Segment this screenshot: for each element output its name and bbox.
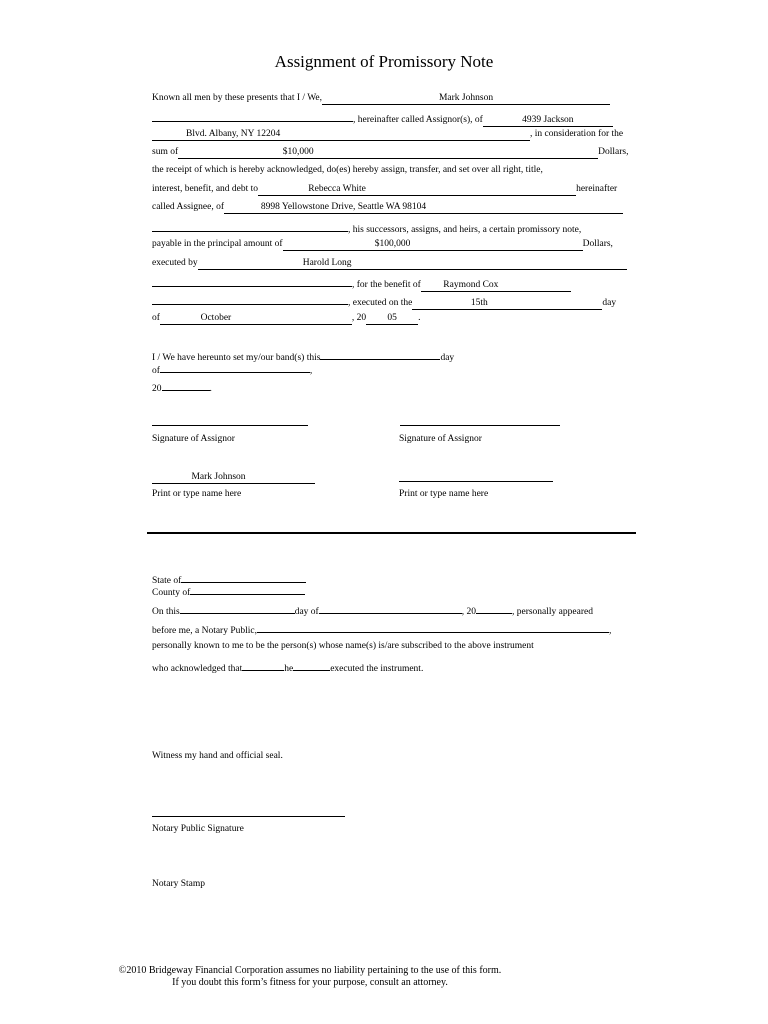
hand-month-field[interactable] <box>160 361 310 373</box>
assignor-address-field-1[interactable]: 4939 Jackson <box>483 115 613 127</box>
printed-name-field-1[interactable] <box>152 472 315 484</box>
clause-line-8 <box>152 220 581 236</box>
clause-line-9 <box>152 238 613 251</box>
state-field[interactable] <box>181 571 306 583</box>
hand-of-suffix: , <box>309 366 313 376</box>
period-text: . <box>418 313 421 323</box>
dollars2-text: Dollars, <box>582 239 613 249</box>
called-assignee-text: called Assignee, of <box>152 202 225 212</box>
county-field[interactable] <box>190 583 305 595</box>
beneficiary-field[interactable] <box>421 280 571 292</box>
assignor-signature-line-2[interactable] <box>400 425 560 426</box>
executed-by-text: executed by <box>152 258 198 268</box>
acknowledged-field-2[interactable] <box>293 659 330 671</box>
consideration-sum-field[interactable] <box>178 147 598 159</box>
printed-name-line-1 <box>152 471 315 484</box>
printed-name-field-2[interactable] <box>399 481 553 482</box>
document-title: Assignment of Promissory Note <box>274 52 494 71</box>
notary-stamp-label: Notary Stamp <box>152 879 206 889</box>
before-me-comma: , <box>609 626 612 636</box>
address-part2-value: Blvd. Albany, NY 12204 <box>186 129 281 139</box>
footer-line-2: If you doubt this form’s fitness for your purpose, consult an attorney. <box>172 977 448 988</box>
hand-year-text: 20 <box>152 384 162 394</box>
sum-of-text: sum of <box>152 147 179 157</box>
clause-line-3 <box>152 128 623 141</box>
executed-by-value: Harold Long <box>302 258 352 268</box>
year-prefix-text: , 20 <box>351 313 367 323</box>
principal-amount-value: $100,000 <box>374 239 411 249</box>
principal-amount-field[interactable] <box>283 239 583 251</box>
receipt-text: the receipt of which is hereby acknowledged, do(es) hereby assign, transfer, and set over all right, title, <box>152 165 543 175</box>
day-text: day <box>602 298 617 308</box>
clause-line-4 <box>152 146 628 159</box>
clause-line-11 <box>152 275 571 292</box>
who-acknowledged-text: who acknowledged that <box>152 664 243 674</box>
assignee-name-value: Rebecca White <box>308 184 366 194</box>
before-me-line <box>152 621 611 637</box>
on-this-text: On this <box>152 607 180 617</box>
beneficiary-value: Raymond Cox <box>443 280 499 290</box>
assignee-address-value: 8998 Yellowstone Drive, Seattle WA 98104 <box>260 202 427 212</box>
on-this-line <box>152 602 593 618</box>
appeared-person-field[interactable] <box>257 621 609 633</box>
dollars-text: Dollars, <box>598 147 629 157</box>
clause-line-1 <box>152 92 610 105</box>
notary-signature-label: Notary Public Signature <box>152 824 244 834</box>
hereinafter-text: hereinafter <box>576 184 618 194</box>
print-label-1: Print or type name here <box>152 489 242 499</box>
clause-line-12 <box>152 293 616 310</box>
footer-disclaimer <box>0 965 620 989</box>
known-text: Known all men by these presents that I / We, <box>152 93 323 103</box>
executed-text: executed the instrument. <box>330 664 424 674</box>
witness-text: Witness my hand and official seal. <box>152 751 283 761</box>
personally-appeared-text: , personally appeared <box>511 607 593 617</box>
personally-known-text: personally known to me to be the person(s) whose name(s) is/are subscribed to the above instrument <box>152 641 534 651</box>
assignor-name-field[interactable]: Mark Johnson <box>322 93 610 105</box>
signature-label-1: Signature of Assignor <box>152 434 235 444</box>
signature-label-2: Signature of Assignor <box>399 434 482 444</box>
day-of-text: day of <box>294 607 319 617</box>
printed-name-value-1: Mark Johnson <box>191 472 246 482</box>
successors-text: , his successors, assigns, and heirs, a certain promissory note, <box>348 225 582 235</box>
for-benefit-text: , for the benefit of <box>352 280 421 290</box>
notary-signature-line[interactable] <box>152 816 345 817</box>
clause-line-13 <box>152 312 421 325</box>
personally-known-line <box>152 640 534 652</box>
assignor-address-field-2[interactable] <box>152 129 530 141</box>
hand-line-3 <box>152 379 212 395</box>
notary-month-field[interactable] <box>319 602 462 614</box>
clause-line-10 <box>152 257 627 270</box>
he-text: he <box>284 664 294 674</box>
hand-of-text: of <box>152 366 160 376</box>
hand-line-2 <box>152 361 312 377</box>
payable-text: payable in the principal amount of <box>152 239 283 249</box>
footer-line-1: ©2010 Bridgeway Financial Corporation assumes no liability pertaining to the use of this form. <box>118 965 502 976</box>
assignee-address-field[interactable] <box>224 202 623 214</box>
assignee-name-field[interactable] <box>258 184 576 196</box>
comma-20-text: , 20 <box>461 607 476 617</box>
of-text: of <box>152 313 160 323</box>
hand-year-suffix: . <box>209 384 212 394</box>
executed-by-extra-field[interactable] <box>152 275 352 287</box>
hand-day-text: day <box>440 353 455 363</box>
in-consideration-text: , in consideration for the <box>530 129 624 139</box>
county-of-text: County of <box>152 588 191 598</box>
clause-line-5 <box>152 164 543 176</box>
executed-year-field[interactable]: 05 <box>366 313 418 325</box>
county-line <box>152 583 305 599</box>
beneficiary-extra-field[interactable] <box>152 293 348 305</box>
executed-month-value: October <box>200 313 232 323</box>
section-divider <box>147 532 636 534</box>
executed-day-field[interactable] <box>412 298 602 310</box>
clause-line-2 <box>152 110 613 127</box>
before-me-text: before me, a Notary Public, <box>152 626 257 636</box>
hand-day-field[interactable] <box>320 348 440 360</box>
state-of-text: State of <box>152 576 182 586</box>
executed-by-field[interactable] <box>198 258 627 270</box>
executed-month-field[interactable] <box>160 313 352 325</box>
acknowledged-line <box>152 659 423 675</box>
assignor-extra-field[interactable] <box>152 110 353 122</box>
notary-year-field[interactable] <box>476 602 512 614</box>
assignor-signature-line-1[interactable] <box>152 425 308 426</box>
assignee-extra-field[interactable] <box>152 220 348 232</box>
consideration-sum-value: $10,000 <box>282 147 314 157</box>
notary-day-field[interactable] <box>180 602 295 614</box>
acknowledged-field-1[interactable] <box>242 659 284 671</box>
hand-year-field[interactable] <box>162 379 210 391</box>
print-label-2: Print or type name here <box>399 489 489 499</box>
interest-text: interest, benefit, and debt to <box>152 184 259 194</box>
clause-line-6 <box>152 183 617 196</box>
hand-text: I / We have hereunto set my/our band(s) this <box>152 353 321 363</box>
executed-on-text: , executed on the <box>348 298 413 308</box>
executed-day-value: 15th <box>470 298 488 308</box>
hereinafter-assignor-text: , hereinafter called Assignor(s), of <box>353 115 483 125</box>
clause-line-7 <box>152 201 623 214</box>
